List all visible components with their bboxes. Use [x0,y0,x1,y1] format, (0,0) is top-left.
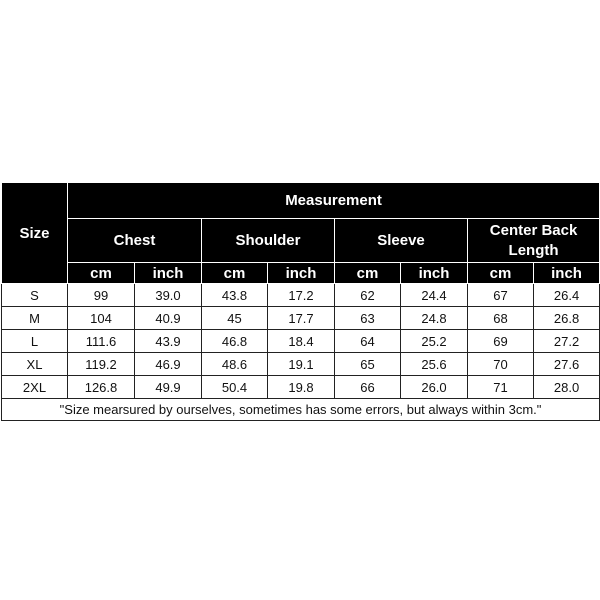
value-cell: 46.8 [202,330,268,353]
group-header-row [2,219,600,263]
unit-header: inch [135,263,202,284]
value-cell: 65 [335,353,401,376]
size-cell: XL [2,353,68,376]
size-cell: 2XL [2,376,68,399]
value-cell: 39.0 [135,284,202,307]
value-cell: 19.8 [268,376,335,399]
value-cell: 45 [202,307,268,330]
value-cell: 26.8 [534,307,600,330]
value-cell: 26.4 [534,284,600,307]
table-row [2,307,600,330]
value-cell: 119.2 [68,353,135,376]
value-cell: 48.6 [202,353,268,376]
note-row [2,399,600,421]
value-cell: 19.1 [268,353,335,376]
unit-header: inch [268,263,335,284]
size-chart-table [1,182,600,421]
value-cell: 68 [468,307,534,330]
value-cell: 70 [468,353,534,376]
unit-header: cm [335,263,401,284]
value-cell: 104 [68,307,135,330]
value-cell: 43.9 [135,330,202,353]
unit-header-row [2,263,600,284]
unit-header: inch [401,263,468,284]
value-cell: 24.4 [401,284,468,307]
value-cell: 63 [335,307,401,330]
value-cell: 24.8 [401,307,468,330]
value-cell: 43.8 [202,284,268,307]
unit-header: cm [468,263,534,284]
chest-header: Chest [68,219,202,263]
shoulder-header: Shoulder [202,219,335,263]
value-cell: 71 [468,376,534,399]
value-cell: 17.2 [268,284,335,307]
measurement-note: "Size mearsured by ourselves, sometimes has some errors, but always within 3cm." [2,399,600,421]
value-cell: 18.4 [268,330,335,353]
size-cell: S [2,284,68,307]
value-cell: 28.0 [534,376,600,399]
size-cell: L [2,330,68,353]
value-cell: 64 [335,330,401,353]
value-cell: 66 [335,376,401,399]
table-row [2,376,600,399]
value-cell: 69 [468,330,534,353]
table-row [2,330,600,353]
value-cell: 26.0 [401,376,468,399]
value-cell: 67 [468,284,534,307]
center-back-length-header: Center Back Length [468,219,600,263]
sleeve-header: Sleeve [335,219,468,263]
size-cell: M [2,307,68,330]
value-cell: 40.9 [135,307,202,330]
measurement-header: Measurement [68,183,600,219]
unit-header: cm [68,263,135,284]
value-cell: 46.9 [135,353,202,376]
value-cell: 25.2 [401,330,468,353]
table-row [2,284,600,307]
value-cell: 50.4 [202,376,268,399]
size-header: Size [2,183,68,284]
value-cell: 126.8 [68,376,135,399]
value-cell: 99 [68,284,135,307]
unit-header: inch [534,263,600,284]
value-cell: 111.6 [68,330,135,353]
value-cell: 27.6 [534,353,600,376]
unit-header: cm [202,263,268,284]
table-row [2,353,600,376]
value-cell: 17.7 [268,307,335,330]
value-cell: 25.6 [401,353,468,376]
value-cell: 49.9 [135,376,202,399]
value-cell: 27.2 [534,330,600,353]
value-cell: 62 [335,284,401,307]
measurement-header-row [2,183,600,219]
